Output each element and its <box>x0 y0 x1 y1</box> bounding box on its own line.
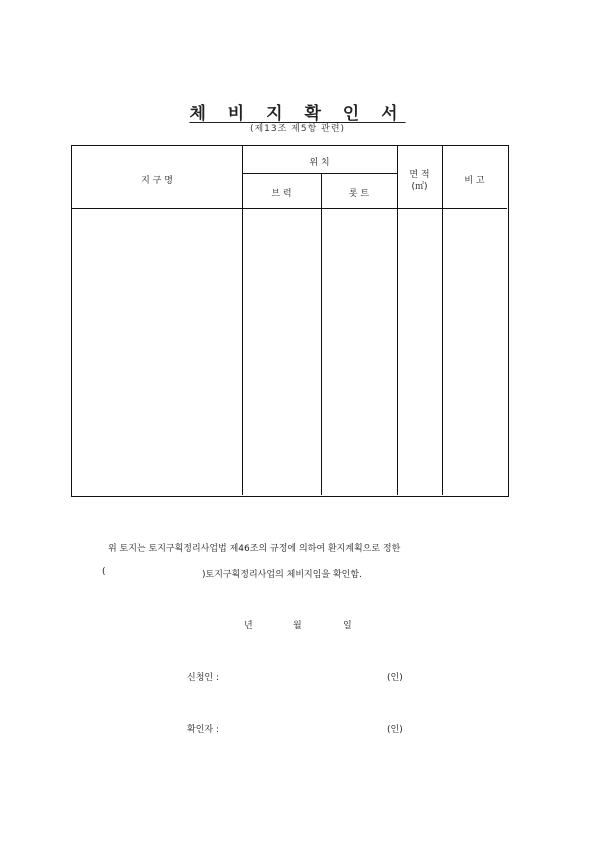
document-subtitle: (제13조 제5항 관련) <box>249 124 346 134</box>
header-bottom-divider <box>72 208 507 209</box>
location-subheader-divider <box>242 173 397 174</box>
column-divider <box>321 173 322 495</box>
date-year: 년 <box>244 621 253 631</box>
document-title-text: 체 비 지 확 인 서 <box>189 104 406 124</box>
applicant-label: 신청인 : <box>187 673 219 683</box>
confirmer-seal: (인) <box>387 725 403 735</box>
column-divider <box>442 146 443 495</box>
header-remarks: 비 고 <box>464 176 485 186</box>
header-area-unit: (㎡) <box>411 182 428 192</box>
date-month: 월 <box>293 621 302 631</box>
applicant-seal: (인) <box>387 673 403 683</box>
header-lot: 롯 트 <box>348 189 370 199</box>
header-area: 면 적 <box>409 170 430 180</box>
statement-line-2: )토지구획정리사업의 체비지임을 확인함. <box>202 570 362 580</box>
header-location: 위 치 <box>309 158 330 168</box>
statement-line-2-open-paren: ( <box>102 567 106 577</box>
confirmation-table <box>71 145 509 497</box>
header-block: 브 럭 <box>271 189 292 199</box>
header-district-name: 지 구 명 <box>141 176 173 186</box>
statement-line-1: 위 토지는 토지구획정리사업법 제46조의 규정에 의하여 환지계획으로 정한 <box>108 544 401 554</box>
confirmer-label: 확인자 : <box>187 725 219 735</box>
column-divider <box>397 146 398 495</box>
date-day: 일 <box>343 621 352 631</box>
